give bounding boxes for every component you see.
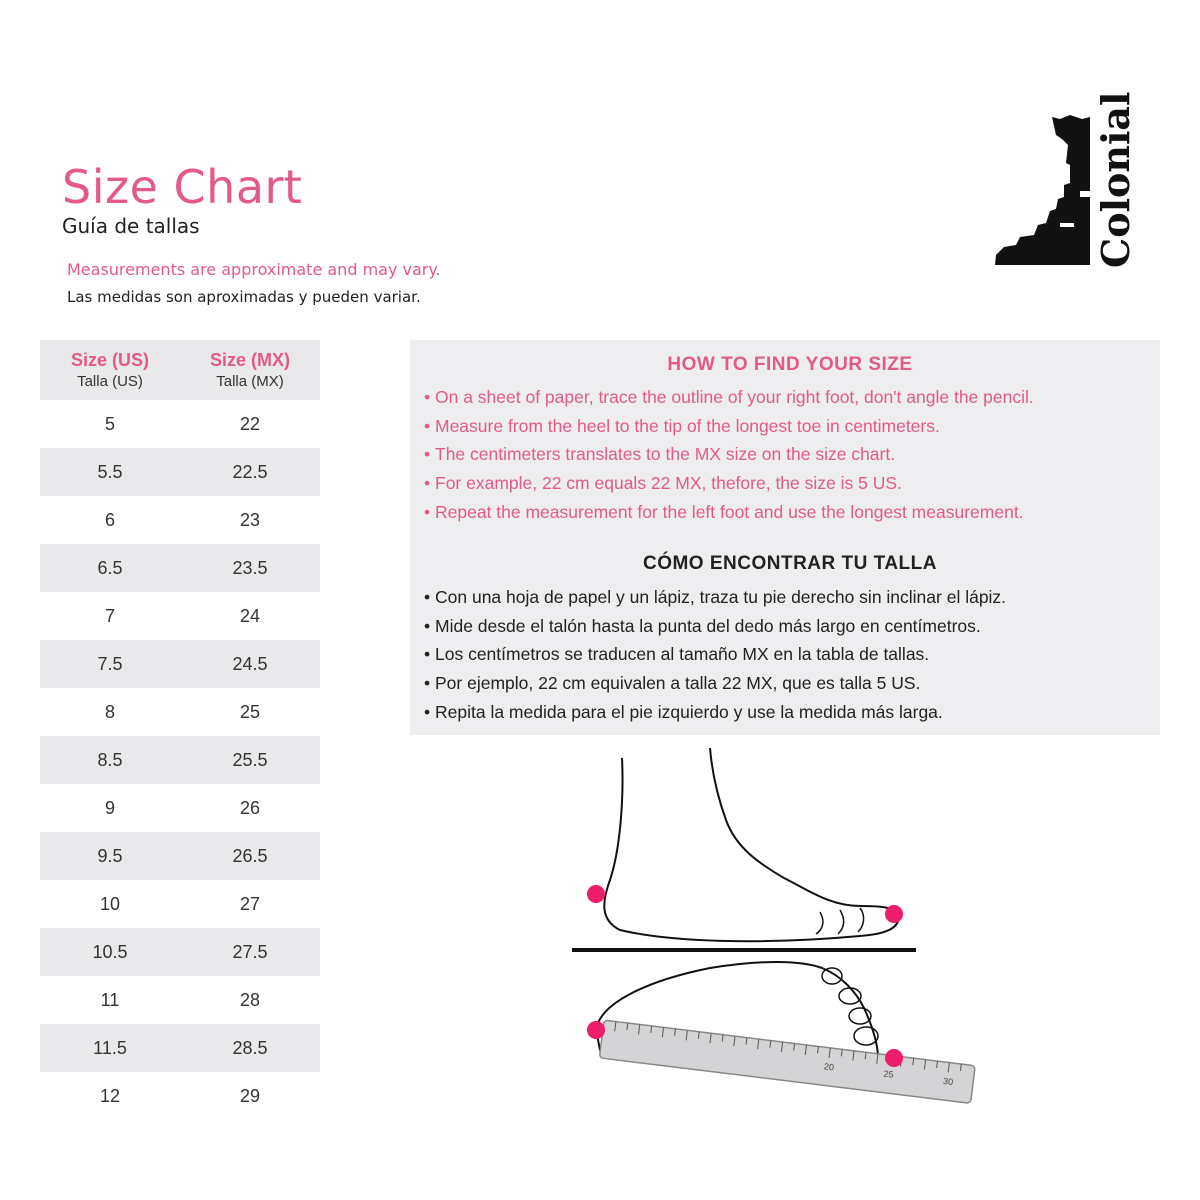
size-us-cell: 6	[104, 509, 115, 530]
size-us-cell: 5.5	[97, 461, 123, 482]
column-header-mx-sublabel: Talla (MX)	[216, 373, 284, 390]
size-us-cell: 6.5	[97, 557, 123, 578]
table-row	[40, 544, 320, 592]
ruler-label: 25	[882, 1068, 895, 1080]
table-row	[40, 688, 320, 736]
size-us-cell: 11	[100, 989, 120, 1010]
size-mx-cell: 29	[239, 1085, 261, 1106]
list-item: • Por ejemplo, 22 cm equivalen a talla 22 MX, que es talla 5 US.	[424, 669, 1006, 698]
column-header-mx	[180, 350, 320, 390]
size-mx-cell: 26.5	[232, 845, 268, 866]
table-row	[40, 976, 320, 1024]
foot-measurement-illustration	[560, 740, 990, 1120]
table-row	[40, 592, 320, 640]
size-mx-cell: 23.5	[232, 557, 268, 578]
list-item: • On a sheet of paper, trace the outline of your right foot, don't angle the pencil.	[424, 383, 1034, 412]
table-row	[40, 640, 320, 688]
size-mx-cell: 28	[239, 989, 261, 1010]
how-to-list-spanish	[424, 583, 1006, 727]
table-row	[40, 1024, 320, 1072]
list-item: • Repeat the measurement for the left foot and use the longest measurement.	[424, 498, 1034, 527]
how-to-box	[410, 340, 1160, 735]
size-mx-cell: 24.5	[232, 653, 268, 674]
ruler-label: 20	[823, 1061, 835, 1073]
table-row	[40, 448, 320, 496]
page-title: Size Chart	[62, 160, 303, 214]
table-row	[40, 784, 320, 832]
size-us-cell: 11.5	[93, 1037, 127, 1058]
size-mx-cell: 25	[239, 701, 261, 722]
how-to-title-english: HOW TO FIND YOUR SIZE	[667, 354, 913, 375]
ruler-icon	[599, 1020, 975, 1103]
list-item: • Measure from the heel to the tip of the longest toe in centimeters.	[424, 412, 1034, 441]
size-us-cell: 10	[99, 893, 121, 914]
size-table	[40, 340, 320, 1120]
table-row	[40, 928, 320, 976]
table-row	[40, 832, 320, 880]
size-mx-cell: 25.5	[232, 749, 268, 770]
size-mx-cell: 27.5	[232, 941, 268, 962]
list-item: • The centimeters translates to the MX size on the size chart.	[424, 440, 1034, 469]
toe-marker	[885, 905, 903, 923]
list-item: • Con una hoja de papel y un lápiz, traza tu pie derecho sin inclinar el lápiz.	[424, 583, 1006, 612]
how-to-title-spanish: CÓMO ENCONTRAR TU TALLA	[642, 553, 937, 574]
list-item: • Los centímetros se traducen al tamaño MX en la tabla de tallas.	[424, 640, 1006, 669]
size-us-cell: 9	[104, 797, 115, 818]
disclaimer-spanish: Las medidas son aproximadas y pueden variar.	[67, 288, 421, 306]
column-header-us-label: Size (US)	[70, 350, 149, 370]
size-us-cell: 5	[104, 413, 115, 434]
table-row	[40, 496, 320, 544]
heel-marker	[587, 1021, 605, 1039]
size-mx-cell: 27	[239, 893, 261, 914]
size-mx-cell: 24	[239, 605, 261, 626]
list-item: • Mide desde el talón hasta la punta del dedo más largo en centímetros.	[424, 612, 1006, 641]
ruler-label: 30	[942, 1075, 954, 1088]
table-row	[40, 736, 320, 784]
column-header-us-sublabel: Talla (US)	[77, 373, 143, 390]
size-mx-cell: 22.5	[232, 461, 268, 482]
table-row	[40, 1072, 320, 1120]
list-item: • Repita la medida para el pie izquierdo y use la medida más larga.	[424, 698, 1006, 727]
size-mx-cell: 23	[239, 509, 261, 530]
size-mx-cell: 26	[239, 797, 261, 818]
table-row	[40, 880, 320, 928]
foot-side-outline	[604, 748, 898, 941]
how-to-list-english	[424, 383, 1034, 527]
size-us-cell: 7.5	[97, 653, 123, 674]
size-us-cell: 12	[99, 1085, 121, 1106]
table-row	[40, 400, 320, 448]
page-subtitle: Guía de tallas	[62, 214, 200, 238]
toe-marker	[885, 1049, 903, 1067]
column-header-us	[40, 350, 180, 390]
size-mx-cell: 28.5	[232, 1037, 268, 1058]
brand-logo-text: Colonial	[1093, 91, 1138, 268]
column-header-mx-label: Size (MX)	[209, 350, 290, 370]
size-us-cell: 9.5	[97, 845, 123, 866]
size-us-cell: 10.5	[92, 941, 128, 962]
heel-marker	[587, 885, 605, 903]
list-item: • For example, 22 cm equals 22 MX, thefore, the size is 5 US.	[424, 469, 1034, 498]
size-us-cell: 7	[104, 605, 115, 626]
size-us-cell: 8.5	[97, 749, 123, 770]
size-table-header	[40, 340, 320, 400]
size-mx-cell: 22	[239, 413, 261, 434]
size-us-cell: 8	[104, 701, 115, 722]
disclaimer-english: Measurements are approximate and may vary.	[67, 260, 441, 279]
